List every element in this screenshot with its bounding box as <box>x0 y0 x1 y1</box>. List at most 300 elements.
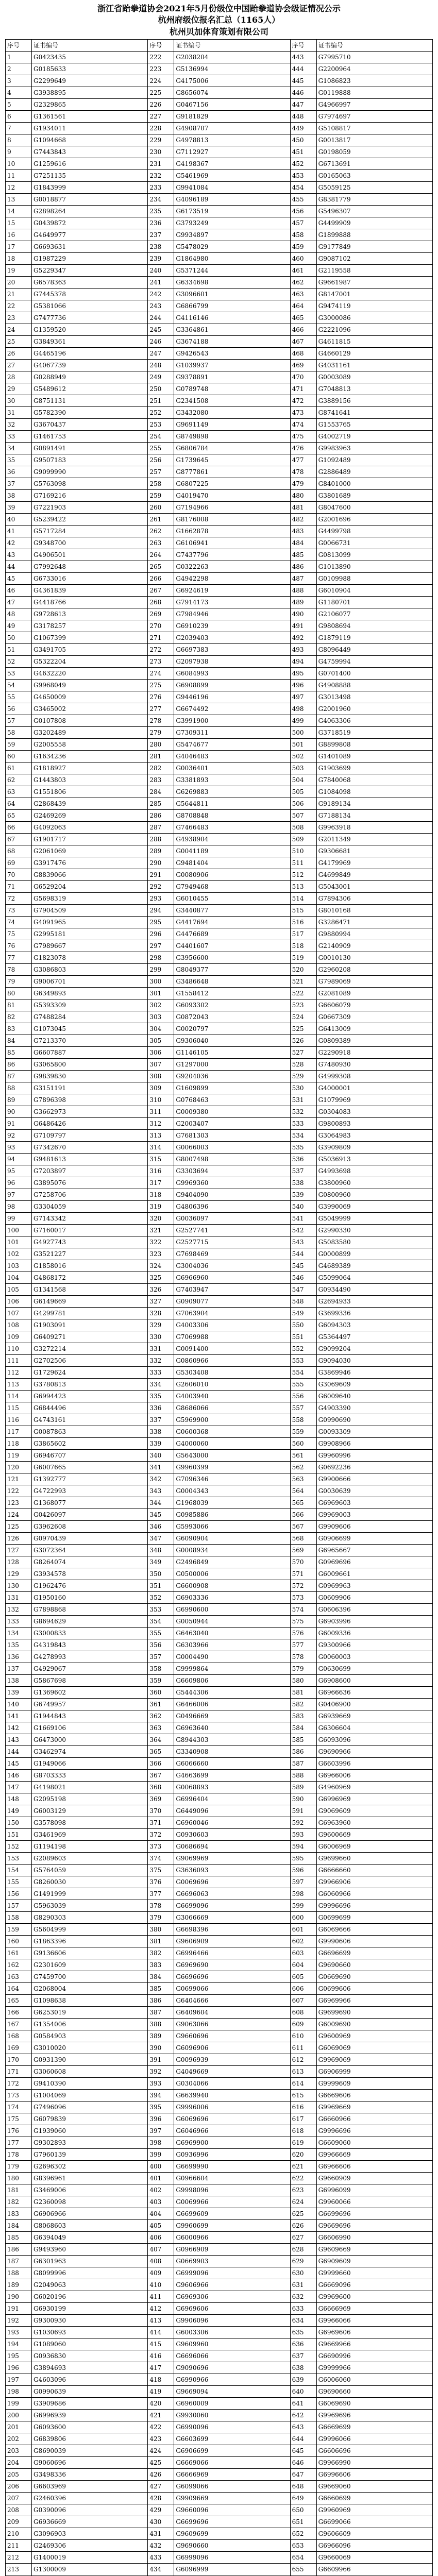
certificate-number-cell: G6807225 <box>174 478 290 490</box>
seq-cell: 643 <box>290 2421 316 2433</box>
seq-cell: 527 <box>290 1047 316 1059</box>
seq-cell: 538 <box>290 1177 316 1189</box>
table-row <box>6 1059 433 1071</box>
seq-cell: 73 <box>6 905 32 917</box>
seq-cell: 638 <box>290 2362 316 2374</box>
seq-cell: 533 <box>290 1118 316 1130</box>
seq-cell: 593 <box>290 1829 316 1841</box>
seq-cell: 389 <box>148 2030 174 2042</box>
seq-cell: 72 <box>6 893 32 905</box>
certificate-number-cell: G5489612 <box>32 383 148 395</box>
certificate-number-cell: G6669066 <box>174 2457 290 2469</box>
certificate-number-cell: G9410390 <box>32 2078 148 2090</box>
table-row <box>6 1319 433 1331</box>
certificate-number-cell: G4003306 <box>174 1319 290 1331</box>
certificate-number-cell: G6009690 <box>316 2019 432 2030</box>
certificate-number-cell: G0008934 <box>174 1545 290 1556</box>
certificate-number-cell: G3962608 <box>32 1521 148 1533</box>
seq-cell: 331 <box>148 1343 174 1355</box>
certificate-number-cell: G9600969 <box>316 2030 432 2042</box>
certificate-number-cell: G6999096 <box>174 2552 290 2564</box>
table-row <box>6 383 433 395</box>
table-row <box>6 2552 433 2564</box>
certificate-number-cell: G4927743 <box>32 1236 148 1248</box>
table-row <box>6 431 433 443</box>
seq-cell: 172 <box>6 2078 32 2090</box>
seq-cell: 21 <box>6 289 32 300</box>
certificate-number-cell: G6069069 <box>316 2042 432 2054</box>
certificate-number-cell: G0906699 <box>316 1533 432 1545</box>
certificate-number-cell: G7949468 <box>174 881 290 893</box>
seq-cell: 560 <box>290 1438 316 1450</box>
certificate-number-cell: G6963960 <box>316 1817 432 1829</box>
table-row <box>6 1947 433 1959</box>
seq-cell: 559 <box>290 1426 316 1438</box>
seq-cell: 187 <box>6 2256 32 2267</box>
certificate-number-cell: G4116146 <box>174 312 290 324</box>
certificate-number-cell: G5969900 <box>174 1414 290 1426</box>
seq-cell: 70 <box>6 869 32 881</box>
seq-cell: 508 <box>290 822 316 834</box>
seq-cell: 528 <box>290 1059 316 1071</box>
seq-cell: 402 <box>148 2184 174 2196</box>
certificate-number-cell: G3793249 <box>174 217 290 229</box>
seq-cell: 534 <box>290 1130 316 1142</box>
certificate-number-cell: G8751131 <box>32 395 148 407</box>
seq-cell: 478 <box>290 466 316 478</box>
certificate-number-cell: G2221096 <box>316 324 432 336</box>
certificate-number-cell: G5059125 <box>316 182 432 194</box>
seq-cell: 296 <box>148 928 174 940</box>
certificate-number-cell: G6010455 <box>174 893 290 905</box>
seq-cell: 335 <box>148 1391 174 1402</box>
seq-cell: 196 <box>6 2362 32 2374</box>
certificate-number-cell: G9090696 <box>174 2362 290 2374</box>
certificate-number-cell: G5364497 <box>316 1331 432 1343</box>
seq-cell: 56 <box>6 703 32 715</box>
table-row <box>6 2184 433 2196</box>
seq-cell: 463 <box>290 289 316 300</box>
certificate-number-cell: G9302893 <box>32 2137 148 2149</box>
seq-cell: 425 <box>148 2457 174 2469</box>
certificate-number-cell: G3670437 <box>32 419 148 431</box>
certificate-number-cell: G4067739 <box>32 360 148 371</box>
certificate-number-cell: G5371244 <box>174 265 290 277</box>
table-row <box>6 2173 433 2184</box>
certificate-number-cell: G9481613 <box>32 1154 148 1165</box>
seq-cell: 574 <box>290 1604 316 1616</box>
table-row <box>6 348 433 360</box>
certificate-number-cell: G1297000 <box>174 1059 290 1071</box>
seq-cell: 234 <box>148 194 174 206</box>
seq-cell: 75 <box>6 928 32 940</box>
certificate-number-cell: G2606010 <box>174 1379 290 1391</box>
certificate-number-cell: G5322204 <box>32 656 148 668</box>
seq-cell: 426 <box>148 2469 174 2481</box>
certificate-number-cell: G9999966 <box>316 2362 432 2374</box>
seq-cell: 142 <box>6 1722 32 1734</box>
certificate-number-cell: G6093096 <box>316 1734 432 1746</box>
certificate-number-cell: G1073045 <box>32 1023 148 1035</box>
certificate-number-cell: G4611815 <box>316 336 432 348</box>
certificate-number-cell: G0860966 <box>174 1355 290 1367</box>
seq-cell: 385 <box>148 1983 174 1995</box>
certificate-number-cell: G8176008 <box>174 514 290 526</box>
seq-cell: 292 <box>148 881 174 893</box>
table-row <box>6 1568 433 1580</box>
certificate-number-cell: G0109988 <box>316 573 432 585</box>
seq-cell: 604 <box>290 1959 316 1971</box>
table-row <box>6 478 433 490</box>
table-row <box>6 407 433 419</box>
table-row <box>6 1082 433 1094</box>
certificate-number-cell: G4465196 <box>32 348 148 360</box>
document-title: 浙江省跆拳道协会2021年5月份级位中国跆拳道协会级证情况公示 <box>97 4 341 13</box>
certificate-number-cell: G8749898 <box>174 431 290 443</box>
seq-cell: 293 <box>148 893 174 905</box>
seq-cell: 199 <box>6 2398 32 2410</box>
certificate-number-cell: G8147001 <box>316 289 432 300</box>
certificate-number-cell: G9966990 <box>316 2457 432 2469</box>
seq-cell: 543 <box>290 1236 316 1248</box>
certificate-number-cell: G7904509 <box>32 905 148 917</box>
seq-cell: 464 <box>290 300 316 312</box>
seq-cell: 274 <box>148 668 174 680</box>
certificate-number-cell: G4906501 <box>32 549 148 561</box>
certificate-number-cell: G3461969 <box>32 1829 148 1841</box>
certificate-number-cell: G3491705 <box>32 644 148 656</box>
certificate-number-cell: G3066669 <box>174 1912 290 1924</box>
seq-cell: 499 <box>290 715 316 727</box>
seq-cell: 183 <box>6 2208 32 2220</box>
table-row <box>6 680 433 691</box>
table-row <box>6 99 433 111</box>
seq-cell: 448 <box>290 111 316 123</box>
certificate-number-cell: G6963640 <box>174 1722 290 1734</box>
certificate-number-cell: G7840068 <box>316 774 432 786</box>
certificate-number-cell: G8944303 <box>174 1734 290 1746</box>
seq-cell: 211 <box>6 2540 32 2552</box>
certificate-number-cell: G6000966 <box>174 2232 290 2244</box>
table-row <box>6 2469 433 2481</box>
seq-cell: 339 <box>148 1438 174 1450</box>
table-row <box>6 798 433 810</box>
certificate-number-cell: G0069966 <box>174 2196 290 2208</box>
certificate-number-cell: G4361839 <box>32 585 148 597</box>
seq-cell: 655 <box>290 2564 316 2575</box>
certificate-number-cell: G2081089 <box>316 988 432 999</box>
certificate-number-cell: G6349893 <box>32 988 148 999</box>
table-row <box>6 312 433 324</box>
certificate-number-cell: G6666969 <box>316 2303 432 2315</box>
seq-cell: 357 <box>148 1651 174 1663</box>
table-row <box>6 2208 433 2220</box>
seq-cell: 476 <box>290 443 316 454</box>
table-row <box>6 2338 433 2350</box>
table-row <box>6 893 433 905</box>
seq-cell: 399 <box>148 2149 174 2161</box>
certificate-number-cell: G6306604 <box>316 1722 432 1734</box>
certificate-number-cell: G3004036 <box>174 1260 290 1272</box>
certificate-number-cell: G1903699 <box>316 762 432 774</box>
seq-cell: 165 <box>6 1995 32 2007</box>
table-row <box>6 1533 433 1545</box>
certificate-number-cell: G6660699 <box>316 2493 432 2504</box>
seq-cell: 19 <box>6 265 32 277</box>
seq-cell: 642 <box>290 2410 316 2421</box>
seq-cell: 233 <box>148 182 174 194</box>
seq-cell: 130 <box>6 1580 32 1592</box>
table-row <box>6 1367 433 1379</box>
seq-cell: 303 <box>148 1011 174 1023</box>
table-row <box>6 715 433 727</box>
seq-cell: 146 <box>6 1770 32 1782</box>
certificate-number-cell: G2460396 <box>32 2493 148 2504</box>
certificate-number-cell: G6079839 <box>32 2113 148 2125</box>
certificate-number-cell: G6969900 <box>174 2137 290 2149</box>
seq-cell: 327 <box>148 1296 174 1308</box>
seq-cell: 592 <box>290 1817 316 1829</box>
certificate-number-cell: G3469006 <box>32 2184 148 2196</box>
seq-cell: 46 <box>6 585 32 597</box>
certificate-number-cell: G1491999 <box>32 1888 148 1900</box>
seq-cell: 257 <box>148 466 174 478</box>
seq-cell: 548 <box>290 1296 316 1308</box>
seq-cell: 486 <box>290 561 316 573</box>
seq-cell: 333 <box>148 1367 174 1379</box>
certificate-number-cell: G6007665 <box>32 1462 148 1473</box>
seq-cell: 135 <box>6 1639 32 1651</box>
certificate-number-cell: G9099204 <box>316 1343 432 1355</box>
certificate-number-cell: G0936830 <box>32 2350 148 2362</box>
table-row <box>6 170 433 182</box>
seq-cell: 359 <box>148 1675 174 1687</box>
seq-cell: 94 <box>6 1154 32 1165</box>
certificate-number-cell: G8096449 <box>316 644 432 656</box>
seq-cell: 621 <box>290 2161 316 2173</box>
table-row <box>6 1829 433 1841</box>
certificate-number-cell: G9969003 <box>316 1509 432 1521</box>
seq-cell: 71 <box>6 881 32 893</box>
certificate-number-cell: G7992648 <box>32 561 148 573</box>
certificate-number-cell: G6609966 <box>316 2564 432 2575</box>
seq-cell: 530 <box>290 1082 316 1094</box>
table-row <box>6 1497 433 1509</box>
table-row <box>6 134 433 146</box>
table-row <box>6 241 433 253</box>
certificate-number-cell: G3938895 <box>32 87 148 99</box>
certificate-number-cell: G6966606 <box>316 2161 432 2173</box>
certificate-number-cell: G7984946 <box>174 608 290 620</box>
seq-cell: 89 <box>6 1094 32 1106</box>
seq-cell: 590 <box>290 1793 316 1805</box>
certificate-number-cell: G7480930 <box>316 1059 432 1071</box>
certificate-number-cell: G0584903 <box>32 2030 148 2042</box>
seq-cell: 361 <box>148 1699 174 1710</box>
seq-cell: 3 <box>6 75 32 87</box>
seq-cell: 20 <box>6 277 32 289</box>
certificate-number-cell: G6806784 <box>174 443 290 454</box>
certificate-number-cell: G0426097 <box>32 1509 148 1521</box>
certificate-number-cell: G6609806 <box>174 1675 290 1687</box>
seq-cell: 547 <box>290 1284 316 1296</box>
seq-cell: 150 <box>6 1817 32 1829</box>
table-row <box>6 2291 433 2303</box>
certificate-number-cell: G4649977 <box>32 229 148 241</box>
seq-cell: 79 <box>6 976 32 988</box>
certificate-number-cell: G9660069 <box>316 2552 432 2564</box>
seq-cell: 453 <box>290 170 316 182</box>
certificate-number-cell: G6999096 <box>174 2267 290 2279</box>
table-row <box>6 1556 433 1568</box>
certificate-number-cell: G7960139 <box>32 2149 148 2161</box>
seq-cell: 518 <box>290 940 316 952</box>
certificate-number-cell: G1194198 <box>32 1841 148 1853</box>
seq-cell: 102 <box>6 1248 32 1260</box>
seq-cell: 410 <box>148 2279 174 2291</box>
seq-cell: 238 <box>148 241 174 253</box>
certificate-number-cell: G6096999 <box>174 2564 290 2575</box>
certificate-number-cell: G0000899 <box>316 1248 432 1260</box>
seq-cell: 36 <box>6 466 32 478</box>
certificate-number-cell: G9181829 <box>174 111 290 123</box>
certificate-number-cell: G6990966 <box>174 2374 290 2386</box>
table-row <box>6 2315 433 2327</box>
seq-cell: 495 <box>290 668 316 680</box>
seq-cell: 576 <box>290 1628 316 1639</box>
certificate-number-cell: G0809389 <box>316 1035 432 1047</box>
certificate-number-cell: G9969069 <box>316 2054 432 2066</box>
seq-cell: 550 <box>290 1319 316 1331</box>
seq-cell: 615 <box>290 2090 316 2102</box>
certificate-number-cell: G4966997 <box>316 99 432 111</box>
seq-cell: 632 <box>290 2291 316 2303</box>
table-row <box>6 1118 433 1130</box>
certificate-number-cell: G1609899 <box>174 1082 290 1094</box>
certificate-number-cell: G2068004 <box>32 1983 148 1995</box>
certificate-number-cell: G6969606 <box>316 2327 432 2338</box>
certificate-number-cell: G9669060 <box>316 2481 432 2493</box>
table-row <box>6 206 433 217</box>
table-row <box>6 1639 433 1651</box>
certificate-number-cell: G6903996 <box>316 1616 432 1628</box>
seq-cell: 409 <box>148 2267 174 2279</box>
seq-cell: 175 <box>6 2113 32 2125</box>
seq-cell: 8 <box>6 134 32 146</box>
certificate-number-cell: G6669096 <box>316 2279 432 2291</box>
seq-cell: 567 <box>290 1521 316 1533</box>
table-row <box>6 845 433 857</box>
seq-cell: 93 <box>6 1142 32 1154</box>
seq-cell: 55 <box>6 691 32 703</box>
seq-cell: 622 <box>290 2173 316 2184</box>
seq-cell: 277 <box>148 703 174 715</box>
certificate-number-cell: G9968049 <box>32 680 148 691</box>
certificate-number-cell: G1359520 <box>32 324 148 336</box>
seq-cell: 200 <box>6 2410 32 2421</box>
seq-cell: 511 <box>290 857 316 869</box>
certificate-number-cell: G6903336 <box>174 1592 290 1604</box>
seq-cell: 299 <box>148 964 174 976</box>
table-row <box>6 1331 433 1343</box>
seq-cell: 603 <box>290 1947 316 1959</box>
table-row <box>6 1876 433 1888</box>
table-row <box>6 1201 433 1213</box>
seq-cell: 198 <box>6 2386 32 2398</box>
seq-cell: 154 <box>6 1865 32 1876</box>
seq-cell: 100 <box>6 1225 32 1236</box>
certificate-number-cell: G4175006 <box>174 75 290 87</box>
seq-cell: 224 <box>148 75 174 87</box>
seq-cell: 537 <box>290 1165 316 1177</box>
table-row <box>6 526 433 537</box>
certificate-table <box>5 39 433 2576</box>
seq-cell: 446 <box>290 87 316 99</box>
certificate-number-cell: G9063066 <box>174 2019 290 2030</box>
certificate-number-cell: G6603699 <box>174 2433 290 2445</box>
seq-cell: 433 <box>148 2552 174 2564</box>
certificate-number-cell: G4868172 <box>32 1272 148 1284</box>
seq-cell: 411 <box>148 2291 174 2303</box>
certificate-number-cell: G7477736 <box>32 312 148 324</box>
seq-cell: 90 <box>6 1106 32 1118</box>
certificate-number-cell: G7160017 <box>32 1225 148 1236</box>
seq-cell: 573 <box>290 1592 316 1604</box>
seq-cell: 48 <box>6 608 32 620</box>
seq-cell: 637 <box>290 2350 316 2362</box>
certificate-number-cell: G0813099 <box>316 549 432 561</box>
certificate-number-cell: G0066003 <box>174 1142 290 1154</box>
seq-cell: 25 <box>6 336 32 348</box>
seq-cell: 45 <box>6 573 32 585</box>
seq-cell: 148 <box>6 1793 32 1805</box>
seq-cell: 408 <box>148 2256 174 2267</box>
certificate-number-cell: G1934011 <box>32 123 148 134</box>
seq-cell: 140 <box>6 1699 32 1710</box>
table-row <box>6 514 433 526</box>
table-row <box>6 1130 433 1142</box>
certificate-number-cell: G6093302 <box>174 999 290 1011</box>
certificate-number-cell: G4978813 <box>174 134 290 146</box>
table-row <box>6 608 433 620</box>
seq-cell: 103 <box>6 1260 32 1272</box>
certificate-number-cell: G3780813 <box>32 1379 148 1391</box>
table-row <box>6 691 433 703</box>
seq-cell: 262 <box>148 526 174 537</box>
table-row <box>6 597 433 608</box>
certificate-number-cell: G2095198 <box>32 1793 148 1805</box>
certificate-number-cell: G3013498 <box>316 691 432 703</box>
certificate-number-cell: G5867698 <box>32 1675 148 1687</box>
seq-cell: 310 <box>148 1094 174 1106</box>
certificate-number-cell: G6009640 <box>316 1391 432 1402</box>
seq-cell: 594 <box>290 1841 316 1853</box>
certificate-number-cell: G0080906 <box>174 869 290 881</box>
certificate-number-cell: G0036097 <box>174 1213 290 1225</box>
seq-cell: 119 <box>6 1450 32 1462</box>
seq-cell: 377 <box>148 1888 174 1900</box>
table-row <box>6 1924 433 1936</box>
table-row <box>6 1071 433 1082</box>
seq-cell: 579 <box>290 1663 316 1675</box>
certificate-number-cell: G9306040 <box>174 1035 290 1047</box>
seq-cell: 42 <box>6 537 32 549</box>
seq-cell: 460 <box>290 253 316 265</box>
seq-cell: 465 <box>290 312 316 324</box>
certificate-number-cell: G7894306 <box>316 893 432 905</box>
certificate-number-cell: G4092063 <box>32 822 148 834</box>
certificate-number-cell: G1354006 <box>32 2019 148 2030</box>
